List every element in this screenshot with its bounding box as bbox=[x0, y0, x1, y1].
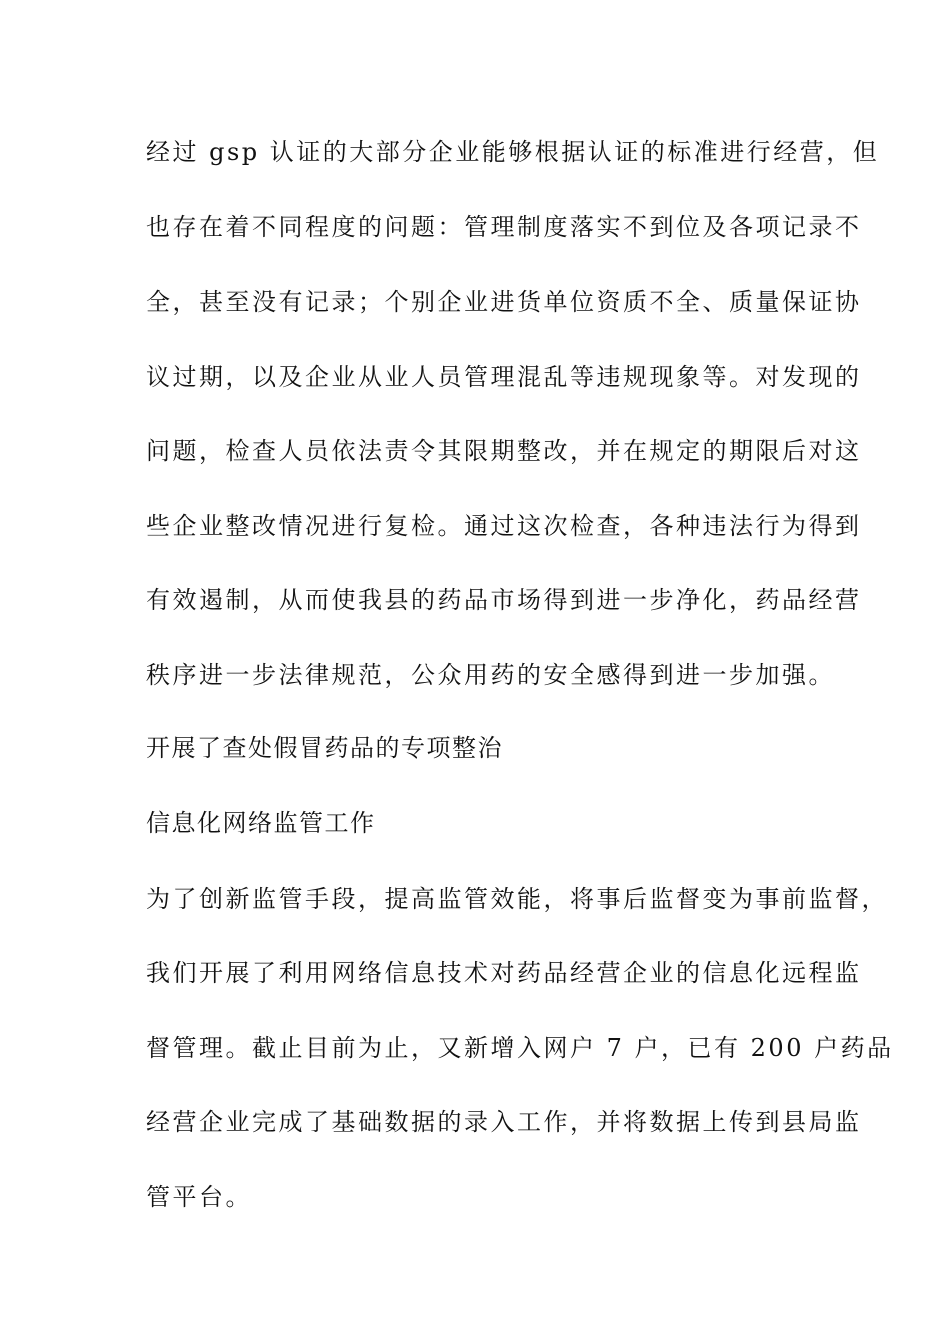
text-line: 经营企业完成了基础数据的录入工作，并将数据上传到县局监 bbox=[146, 1108, 862, 1136]
section-heading-special-rectification: 开展了查处假冒药品的专项整治 bbox=[146, 734, 503, 762]
section-heading-network-supervision: 信息化网络监管工作 bbox=[146, 809, 376, 837]
text-line: 我们开展了利用网络信息技术对药品经营企业的信息化远程监 bbox=[146, 959, 862, 987]
text-line: 议过期，以及企业从业人员管理混乱等违规现象等。对发现的 bbox=[146, 363, 862, 391]
text-line: 有效遏制，从而使我县的药品市场得到进一步净化，药品经营 bbox=[146, 586, 862, 614]
text-line: 管平台。 bbox=[146, 1183, 252, 1211]
text-line: 些企业整改情况进行复检。通过这次检查，各种违法行为得到 bbox=[146, 512, 862, 540]
text-line: 经过 gsp 认证的大部分企业能够根据认证的标准进行经营，但 bbox=[146, 138, 880, 166]
text-line: 问题，检查人员依法责令其限期整改，并在规定的期限后对这 bbox=[146, 437, 862, 465]
text-line: 秩序进一步法律规范，公众用药的安全感得到进一步加强。 bbox=[146, 661, 835, 689]
text-line: 全，甚至没有记录；个别企业进货单位资质不全、质量保证协 bbox=[146, 288, 862, 316]
text-line: 督管理。截止目前为止，又新增入网户 7 户，已有 200 户药品 bbox=[146, 1034, 894, 1062]
text-line: 为了创新监管手段，提高监管效能，将事后监督变为事前监督， bbox=[146, 885, 888, 913]
text-line: 也存在着不同程度的问题：管理制度落实不到位及各项记录不 bbox=[146, 213, 862, 241]
